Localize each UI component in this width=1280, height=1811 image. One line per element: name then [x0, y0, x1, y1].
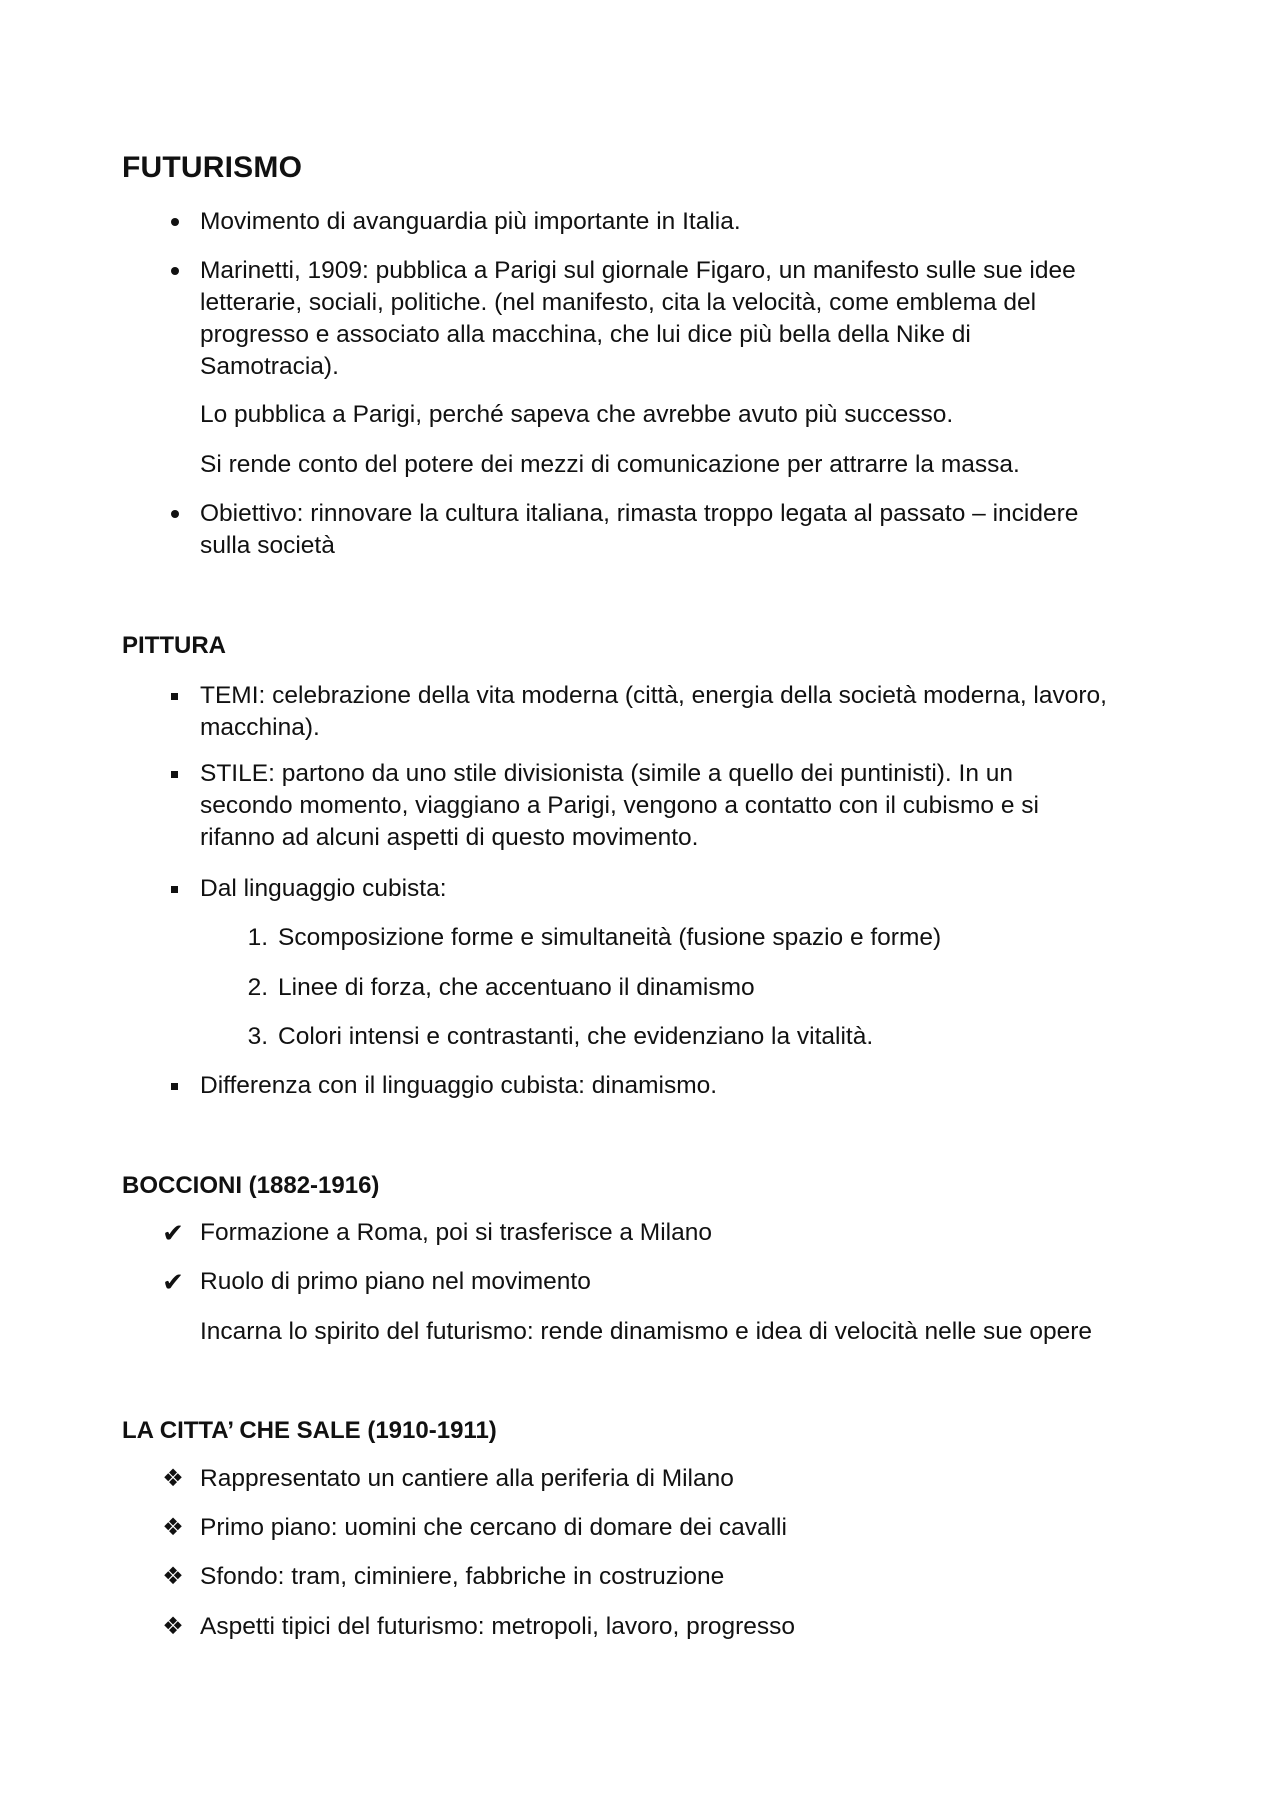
bullet-line: Marinetti, 1909: pubblica a Parigi sul giornale Figaro, un manifesto sulle sue idee — [200, 257, 1076, 284]
bullet-line: Obiettivo: rinnovare la cultura italiana, rimasta troppo legata al passato – incidere — [200, 500, 1079, 527]
item-text: Colori intensi e contrastanti, che evidenziano la vitalità. — [278, 1023, 874, 1050]
four-diamond-icon: ❖ — [162, 1563, 184, 1590]
bullet-item — [200, 498, 1180, 562]
bullet-line: progresso e associato alla macchina, che lui dice più bella della Nike di — [200, 321, 971, 348]
bullet-item — [200, 873, 1180, 905]
bullet-line: rifanno ad alcuni aspetti di questo movimento. — [200, 824, 699, 851]
diamond-item — [162, 1611, 1180, 1643]
diamond-text: Primo piano: uomini che cercano di domare dei cavalli — [200, 1514, 787, 1541]
check-icon: ✔ — [162, 1267, 184, 1297]
bullet-line: secondo momento, viaggiano a Parigi, vengono a contatto con il cubismo e si — [200, 792, 1039, 819]
bullet-text: Differenza con il linguaggio cubista: dinamismo. — [200, 1072, 718, 1099]
bullet-line: TEMI: celebrazione della vita moderna (città, energia della società moderna, lavoro, — [200, 682, 1107, 709]
diamond-item — [162, 1512, 1180, 1544]
bullet-item — [200, 255, 1180, 383]
diamond-text: Aspetti tipici del futurismo: metropoli, lavoro, progresso — [200, 1613, 796, 1640]
numbered-item — [247, 972, 1178, 1004]
bullet-line: letterarie, sociali, politiche. (nel manifesto, cita la velocità, come emblema del — [200, 289, 1037, 316]
section-title-futurismo: FUTURISMO — [122, 151, 303, 184]
item-number: 1. — [247, 924, 268, 951]
numbered-item — [247, 922, 1178, 954]
bullet-line: STILE: partono da uno stile divisionista (simile a quello dei puntinisti). In un — [200, 760, 1014, 787]
bullet-line: macchina). — [200, 714, 320, 741]
check-item — [162, 1217, 1180, 1249]
item-number: 3. — [247, 1023, 268, 1050]
section-title-citta-che-sale: LA CITTA’ CHE SALE (1910-1911) — [122, 1417, 497, 1444]
section-title-pittura: PITTURA — [122, 632, 226, 659]
diamond-text: Rappresentato un cantiere alla periferia di Milano — [200, 1465, 734, 1492]
numbered-item — [247, 1021, 1178, 1053]
note-text: Lo pubblica a Parigi, perché sapeva che avrebbe avuto più successo. — [200, 401, 954, 428]
check-item — [162, 1266, 1180, 1298]
note-text: Si rende conto del potere dei mezzi di comunicazione per attrarre la massa. — [200, 451, 1020, 478]
check-icon: ✔ — [162, 1218, 184, 1248]
item-text: Linee di forza, che accentuano il dinamismo — [278, 974, 755, 1001]
check-text: Ruolo di primo piano nel movimento — [200, 1268, 591, 1295]
check-text: Formazione a Roma, poi si trasferisce a Milano — [200, 1219, 712, 1246]
diamond-item — [162, 1561, 1180, 1593]
bullet-item — [200, 758, 1180, 854]
bullet-item — [200, 206, 1180, 238]
diamond-item — [162, 1463, 1180, 1495]
bullet-item — [200, 680, 1180, 744]
bullet-text: Dal linguaggio cubista: — [200, 875, 447, 902]
bullet-line: sulla società — [200, 532, 335, 559]
four-diamond-icon: ❖ — [162, 1465, 184, 1492]
four-diamond-icon: ❖ — [162, 1514, 184, 1541]
four-diamond-icon: ❖ — [162, 1613, 184, 1640]
section-title-boccioni: BOCCIONI (1882-1916) — [122, 1172, 380, 1199]
item-text: Scomposizione forme e simultaneità (fusione spazio e forme) — [278, 924, 942, 951]
note-text: Incarna lo spirito del futurismo: rende dinamismo e idea di velocità nelle sue opere — [200, 1318, 1093, 1345]
item-number: 2. — [247, 974, 268, 1001]
bullet-item — [200, 1070, 1180, 1102]
bullet-text: Movimento di avanguardia più importante in Italia. — [200, 208, 741, 235]
bullet-line: Samotracia). — [200, 353, 339, 380]
diamond-text: Sfondo: tram, ciminiere, fabbriche in costruzione — [200, 1563, 725, 1590]
